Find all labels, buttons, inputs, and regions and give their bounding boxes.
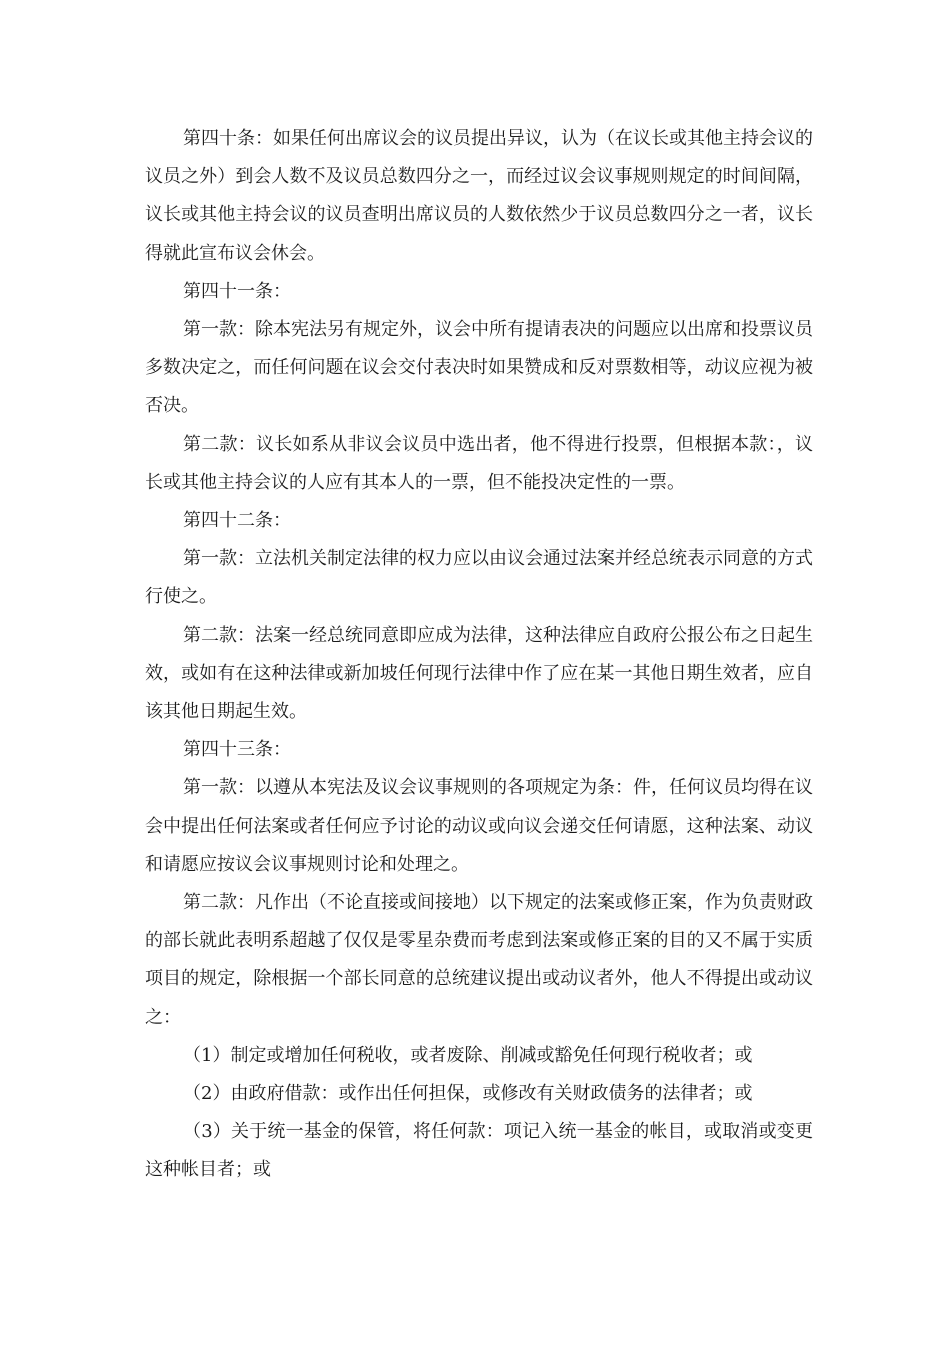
- list-item-3: （3）关于统一基金的保管，将任何款：项记入统一基金的帐目，或取消或变更这种帐目者；或: [145, 1121, 813, 1181]
- list-item-1: （1）制定或增加任何税收，或者废除、削减或豁免任何现行税收者；或: [183, 1044, 753, 1066]
- article-41-clause-1: 第一款：除本宪法另有规定外，议会中所有提请表决的问题应以出席和投票议员多数决定之，而任何问题在议会交付表决时如果赞成和反对票数相等，动议应视为被否决。: [145, 319, 813, 417]
- article-41-heading: 第四十一条：: [183, 280, 291, 302]
- article-41-clause-2: 第二款：议长如系从非议会议员中选出者，他不得进行投票，但根据本款：，议长或其他主持会议的人应有其本人的一票，但不能投决定性的一票。: [145, 433, 813, 493]
- list-item-2: （2）由政府借款：或作出任何担保，或修改有关财政债务的法律者；或: [183, 1083, 753, 1105]
- article-40-paragraph: 第四十条：如果任何出席议会的议员提出异议，认为（在议长或其他主持会议的议员之外）到会人数不及议员总数四分之一，而经过议会议事规则规定的时间间隔，议长或其他主持会议的议员查明出席议员的人数依然少于议员总数四分之一者，议长得就此宣布议会休会。: [145, 128, 813, 264]
- article-43-clause-2: 第二款：凡作出（不论直接或间接地）以下规定的法案或修正案，作为负责财政的部长就此表明系超越了仅仅是零星杂费而考虑到法案或修正案的目的又不属于实质项目的规定，除根据一个部长同意的总统建议提出或动议者外，他人不得提出或动议之：: [145, 892, 813, 1028]
- article-42-clause-2: 第二款：法案一经总统同意即应成为法律，这种法律应自政府公报公布之日起生效，或如有在这种法律或新加坡任何现行法律中作了应在某一其他日期生效者，应自该其他日期起生效。: [145, 624, 813, 723]
- article-43-clause-1: 第一款：以遵从本宪法及议会议事规则的各项规定为条：件，任何议员均得在议会中提出任何法案或者任何应予讨论的动议或向议会递交任何请愿，这种法案、动议和请愿应按议会议事规则讨论和处理之。: [145, 777, 813, 875]
- article-42-clause-1: 第一款：立法机关制定法律的权力应以由议会通过法案并经总统表示同意的方式行使之。: [145, 548, 813, 608]
- document-page: [145, 120, 813, 1190]
- article-43-heading: 第四十三条：: [183, 739, 291, 761]
- article-42-heading: 第四十二条：: [183, 510, 291, 532]
